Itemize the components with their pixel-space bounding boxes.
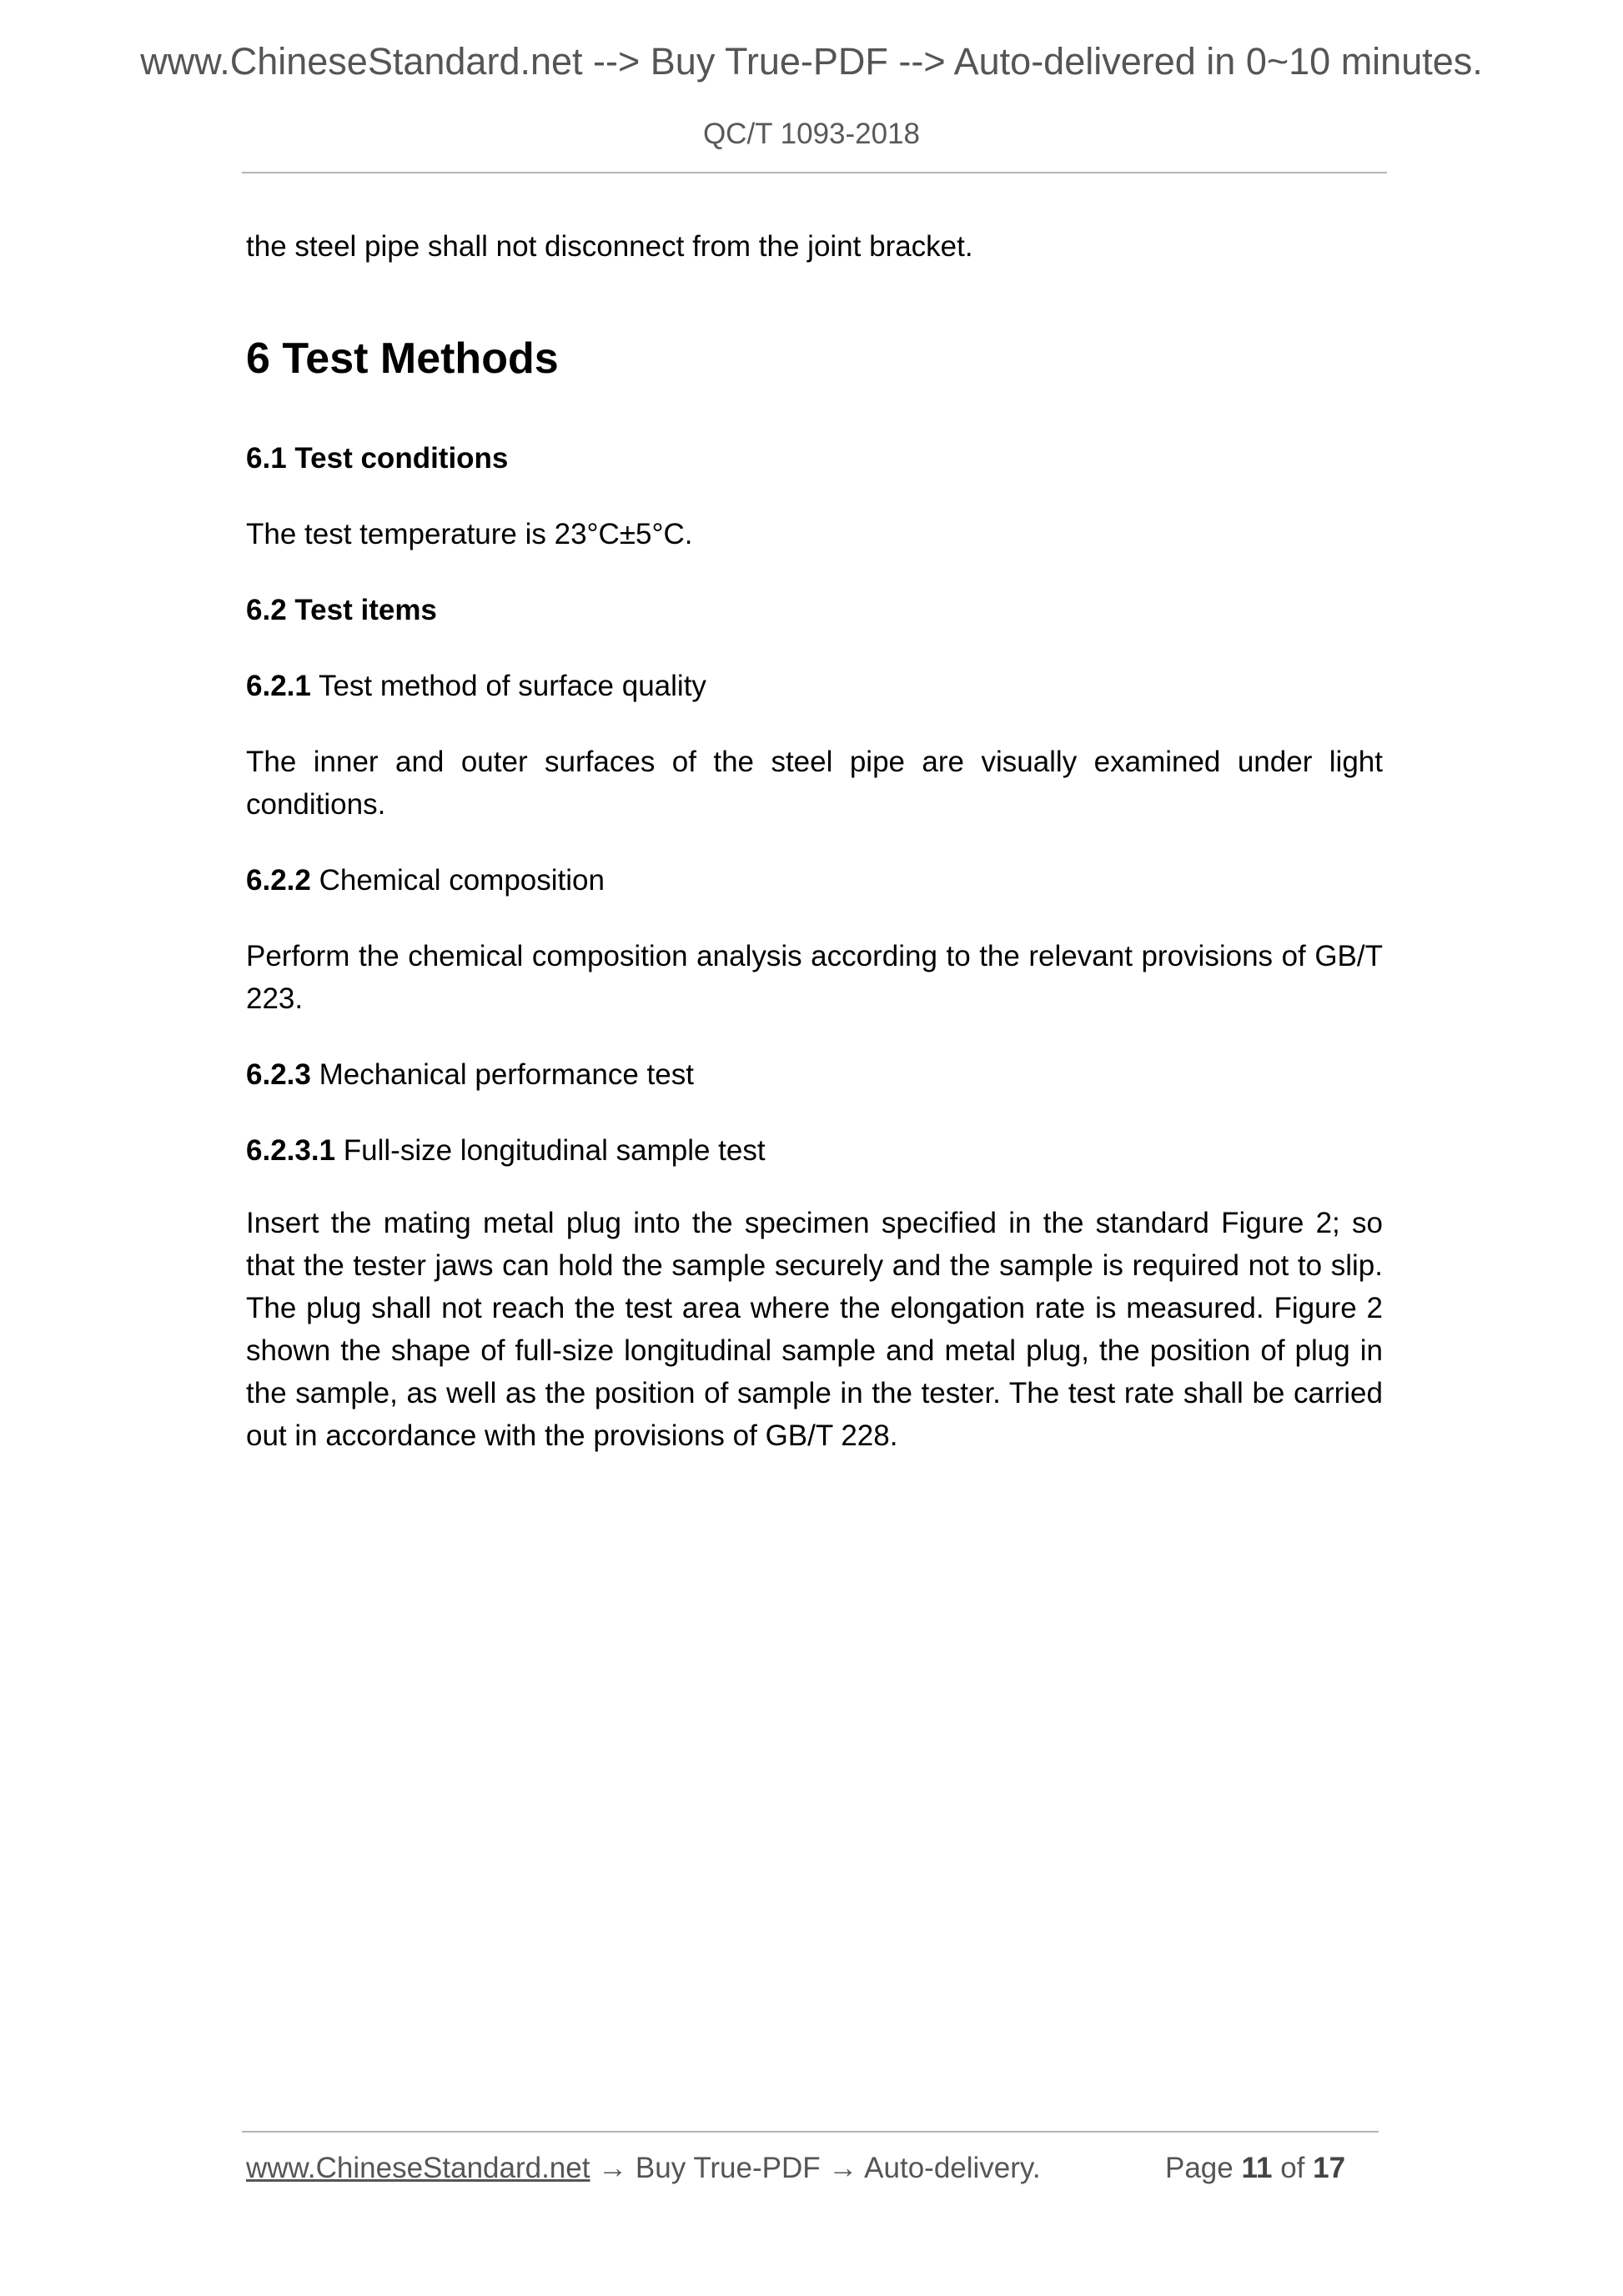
page-label: Page <box>1165 2152 1234 2184</box>
clause-6-2-2-text: Perform the chemical composition analysis according to the relevant provisions of GB/T 223. <box>246 940 1383 1015</box>
document-code: QC/T 1093-2018 <box>702 118 921 150</box>
clause-6-2-3-title: Mechanical performance test <box>319 1058 694 1091</box>
clause-6-2-3-1-number: 6.2.3.1 <box>246 1134 336 1167</box>
clause-6-2-1-text: The inner and outer surfaces of the steel pipe are visually examined under light conditions. <box>246 746 1383 821</box>
subsection-6-1-title: 6.1 Test conditions <box>246 442 509 475</box>
clause-6-2-1-number: 6.2.1 <box>246 670 311 702</box>
page-number: 11 <box>1241 2152 1273 2184</box>
clause-6-2-3-1-heading <box>246 1129 766 1172</box>
footer-divider <box>242 2131 1379 2133</box>
subsection-6-1-text: The test temperature is 23°C±5°C. <box>246 518 693 550</box>
header-divider <box>242 172 1387 173</box>
continuation-text: the steel pipe shall not disconnect from the joint bracket. <box>246 230 973 263</box>
clause-6-2-3-1-title: Full-size longitudinal sample test <box>343 1134 766 1167</box>
clause-6-2-2-number: 6.2.2 <box>246 864 311 897</box>
footer-tagline: → Buy True-PDF → Auto-delivery. <box>590 2152 1041 2184</box>
subsection-6-2-title: 6.2 Test items <box>246 594 437 626</box>
total-pages: 17 <box>1313 2152 1346 2184</box>
site-banner: www.ChineseStandard.net --> Buy True-PDF --> Auto-delivered in 0~10 minutes. <box>140 40 1483 83</box>
page-indicator <box>1165 2152 1345 2185</box>
clause-6-2-1-title: Test method of surface quality <box>318 670 706 702</box>
clause-6-2-1-heading <box>246 665 706 707</box>
clause-6-2-2-title: Chemical composition <box>319 864 605 897</box>
clause-6-2-3-heading <box>246 1053 694 1096</box>
footer-left <box>246 2152 1041 2185</box>
section-title: 6 Test Methods <box>246 334 559 383</box>
footer-site-link[interactable]: www.ChineseStandard.net <box>246 2152 590 2184</box>
clause-6-2-2-heading <box>246 859 605 902</box>
clause-6-2-3-1-text: Insert the mating metal plug into the specimen specified in the standard Figure 2; so that the tester jaws can hold the sample securely and the sample is required not to slip. The plug shall not reach the test area where the elongation rate is measured. Figure 2 shown the shape of full-size longitudinal sample and metal plug, the position of plug in the sample, as well as the position of sample in the tester. The test rate shall be carried out in accordance with the provisions of GB/T 228. <box>246 1207 1383 1452</box>
clause-6-2-3-number: 6.2.3 <box>246 1058 311 1091</box>
of-label: of <box>1280 2152 1305 2184</box>
